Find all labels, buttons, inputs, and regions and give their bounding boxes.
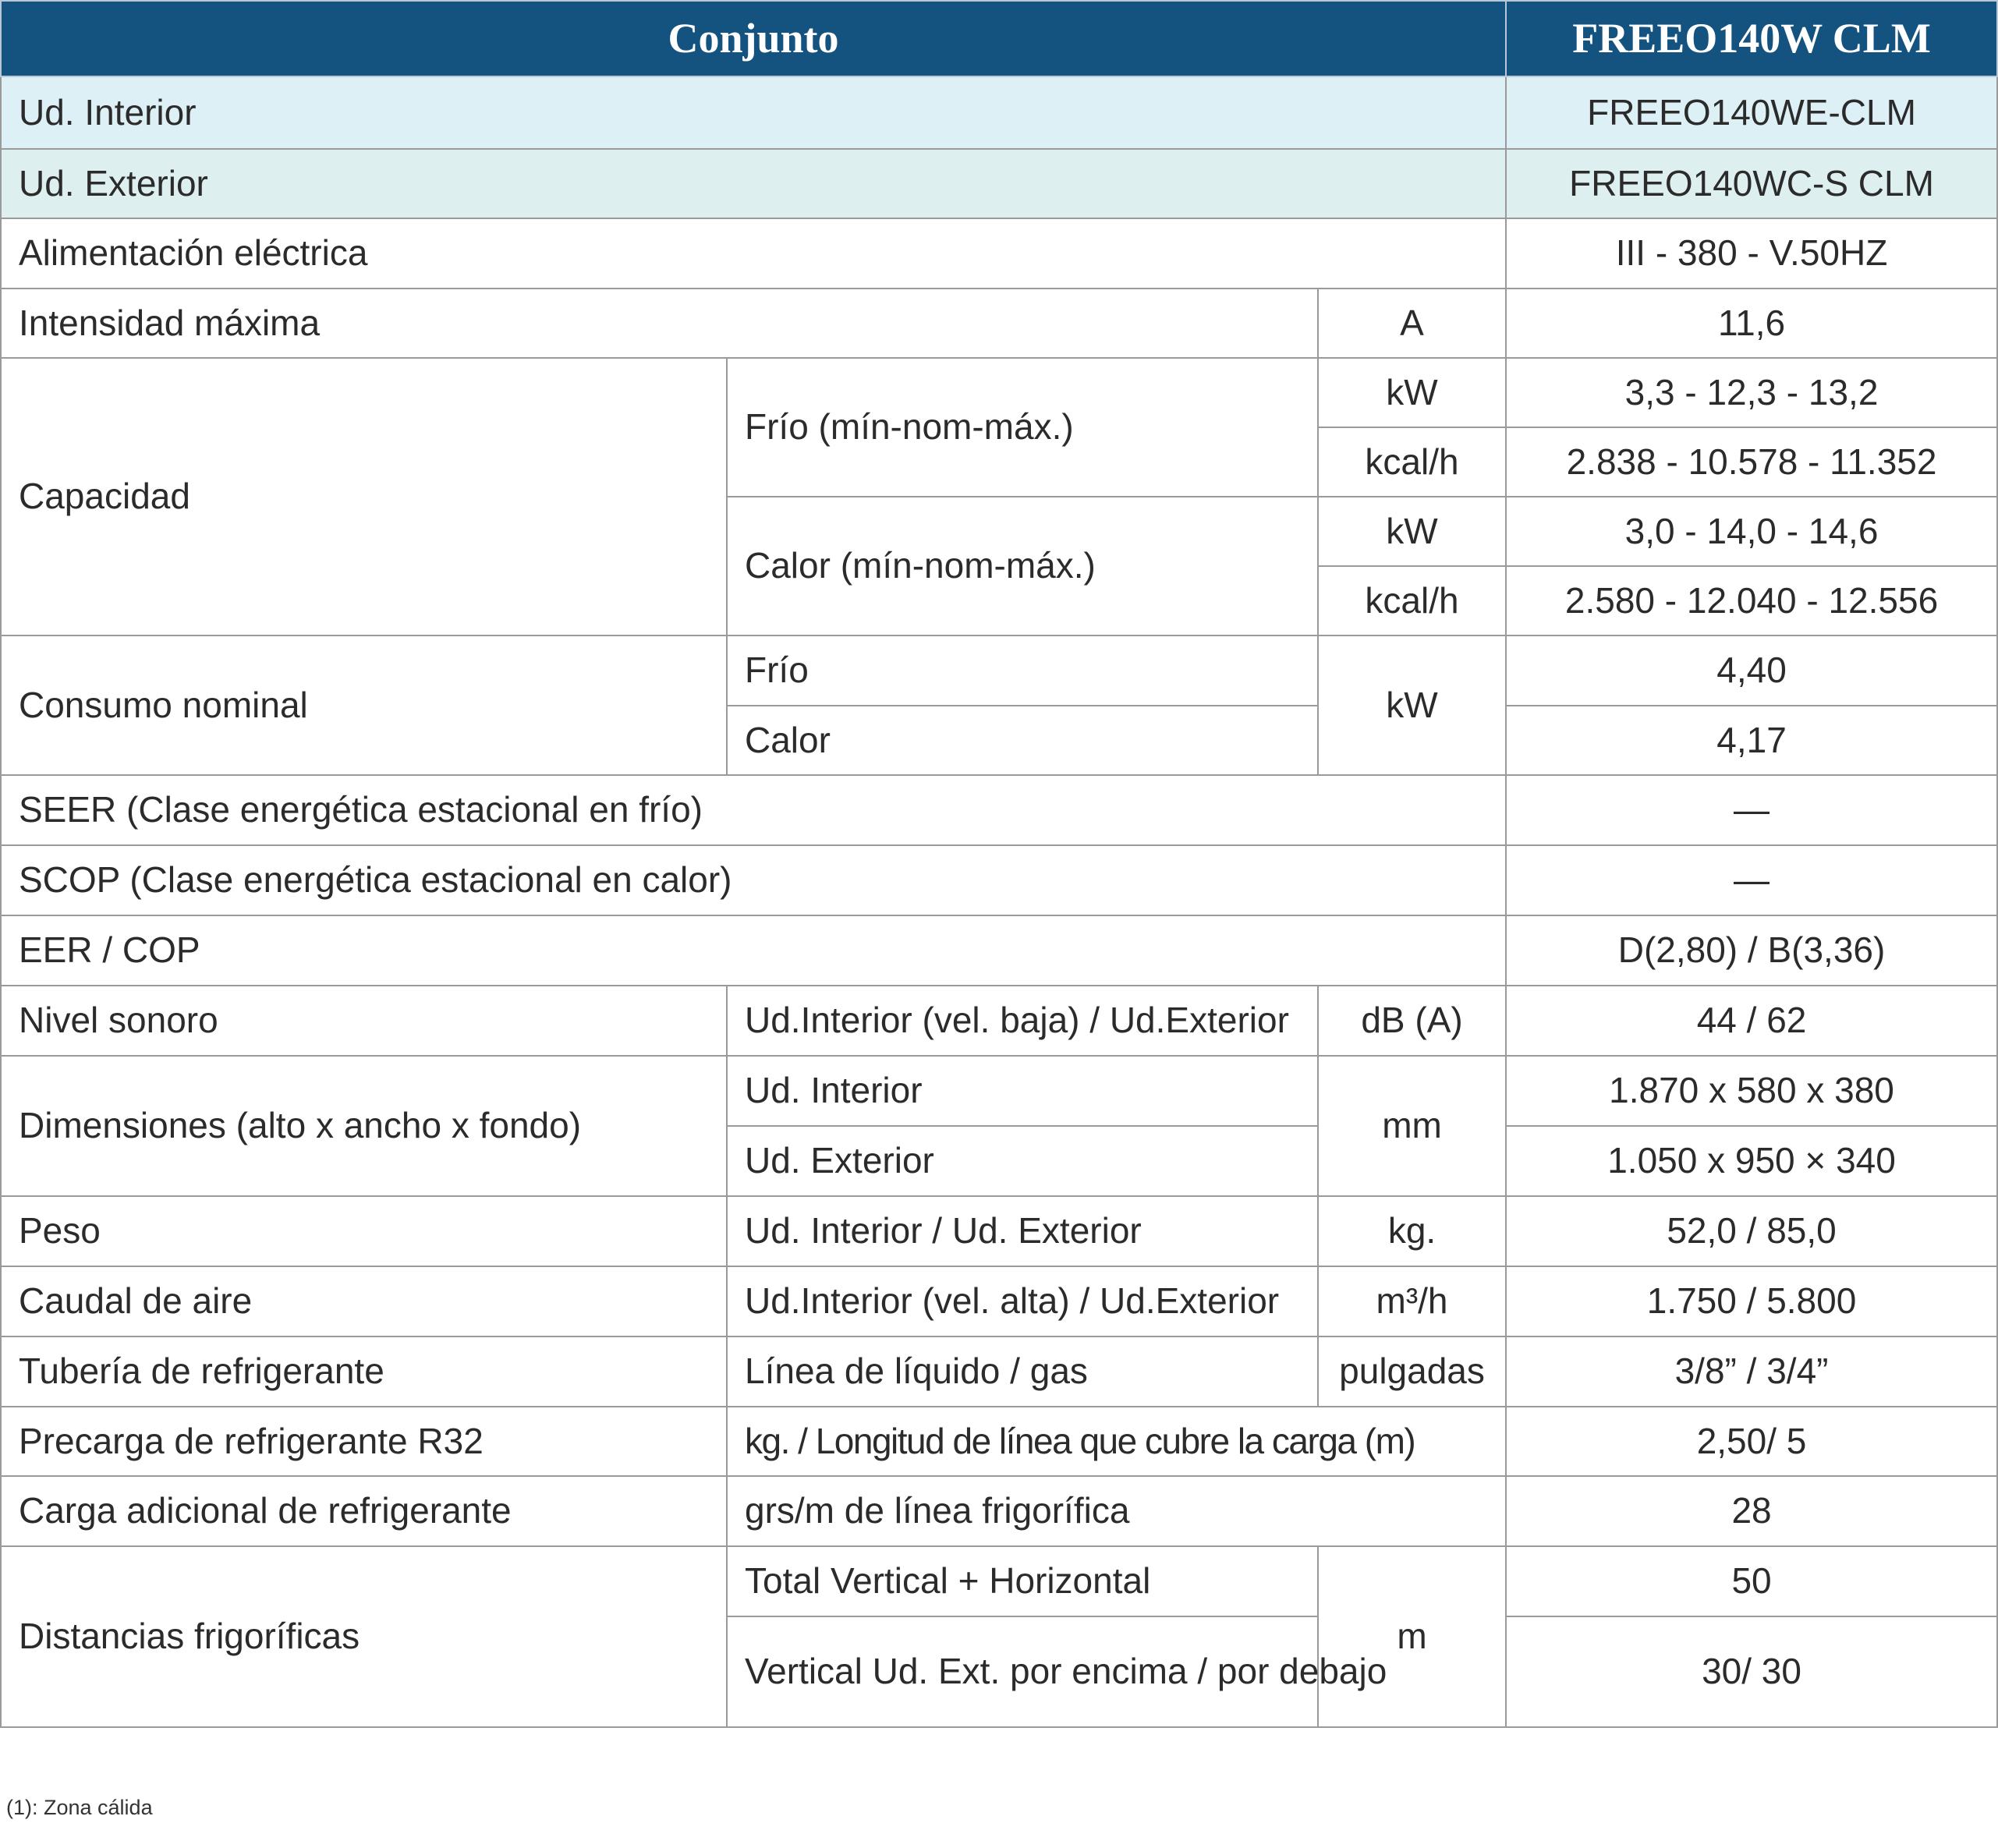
capacity-label: Capacidad [1,358,727,635]
capacity-heating-kcal-unit: kcal/h [1318,566,1506,635]
airflow-row [1,1266,1997,1336]
eer-cop-label: EER / COP [1,915,1506,986]
extra-charge-detail: grs/m de línea frigorífica [727,1476,1506,1546]
piping-detail: Línea de líquido / gas [727,1336,1318,1407]
capacity-cooling-label: Frío (mín-nom-máx.) [727,358,1318,497]
seer-value: — [1506,775,1997,845]
weight-unit: kg. [1318,1196,1506,1266]
distances-total-value: 50 [1506,1546,1997,1616]
capacity-cooling-kcal-unit: kcal/h [1318,427,1506,497]
piping-value: 3/8” / 3/4” [1506,1336,1997,1407]
airflow-detail: Ud.Interior (vel. alta) / Ud.Exterior [727,1266,1318,1336]
precharge-label: Precarga de refrigerante R32 [1,1407,727,1476]
scop-row [1,845,1997,915]
weight-row [1,1196,1997,1266]
capacity-cooling-kw-unit: kW [1318,358,1506,427]
max-current-label: Intensidad máxima [1,289,1318,358]
outdoor-unit-row [1,149,1997,218]
piping-label: Tubería de refrigerante [1,1336,727,1407]
header-row [1,1,1997,76]
outdoor-unit-value: FREEO140WC-S CLM [1506,149,1997,218]
distances-unit: m [1318,1546,1506,1727]
weight-value: 52,0 / 85,0 [1506,1196,1997,1266]
eer-cop-value: D(2,80) / B(3,36) [1506,915,1997,986]
noise-unit: dB (A) [1318,986,1506,1056]
indoor-unit-label: Ud. Interior [1,76,1506,149]
power-supply-label: Alimentación eléctrica [1,218,1506,289]
scop-label: SCOP (Clase energética estacional en calor) [1,845,1506,915]
weight-label: Peso [1,1196,727,1266]
eer-cop-row [1,915,1997,986]
distances-vertical-label: Vertical Ud. Ext. por encima / por debajo [727,1616,1318,1727]
airflow-label: Caudal de aire [1,1266,727,1336]
capacity-heating-kcal-value: 2.580 - 12.040 - 12.556 [1506,566,1997,635]
consumption-cooling-value: 4,40 [1506,635,1997,706]
noise-detail: Ud.Interior (vel. baja) / Ud.Exterior [727,986,1318,1056]
distances-label: Distancias frigoríficas [1,1546,727,1727]
capacity-cooling-kw-row [1,358,1997,427]
capacity-heating-kw-value: 3,0 - 14,0 - 14,6 [1506,497,1997,566]
power-supply-row [1,218,1997,289]
dimensions-label: Dimensiones (alto x ancho x fondo) [1,1056,727,1196]
piping-row [1,1336,1997,1407]
power-supply-value: III - 380 - V.50HZ [1506,218,1997,289]
seer-row [1,775,1997,845]
scop-value: — [1506,845,1997,915]
distances-total-label: Total Vertical + Horizontal [727,1546,1318,1616]
extra-charge-label: Carga adicional de refrigerante [1,1476,727,1546]
indoor-unit-row [1,76,1997,149]
consumption-cooling-row [1,635,1997,706]
noise-value: 44 / 62 [1506,986,1997,1056]
extra-charge-value: 28 [1506,1476,1997,1546]
airflow-value: 1.750 / 5.800 [1506,1266,1997,1336]
weight-detail: Ud. Interior / Ud. Exterior [727,1196,1318,1266]
extra-charge-row [1,1476,1997,1546]
capacity-cooling-kw-value: 3,3 - 12,3 - 13,2 [1506,358,1997,427]
consumption-label: Consumo nominal [1,635,727,775]
consumption-unit: kW [1318,635,1506,775]
indoor-unit-value: FREEO140WE-CLM [1506,76,1997,149]
airflow-unit: m³/h [1318,1266,1506,1336]
header-conjunto: Conjunto [1,1,1506,76]
piping-unit: pulgadas [1318,1336,1506,1407]
dimensions-indoor-value: 1.870 x 580 x 380 [1506,1056,1997,1126]
footnote: (1): Zona cálida [6,1796,153,1819]
consumption-cooling-label: Frío [727,635,1318,706]
noise-label: Nivel sonoro [1,986,727,1056]
max-current-value: 11,6 [1506,289,1997,358]
noise-row [1,986,1997,1056]
seer-label: SEER (Clase energética estacional en frío) [1,775,1506,845]
capacity-cooling-kcal-value: 2.838 - 10.578 - 11.352 [1506,427,1997,497]
outdoor-unit-label: Ud. Exterior [1,149,1506,218]
dimensions-unit: mm [1318,1056,1506,1196]
dimensions-indoor-row [1,1056,1997,1126]
max-current-row [1,289,1997,358]
capacity-heating-kw-unit: kW [1318,497,1506,566]
capacity-heating-label: Calor (mín-nom-máx.) [727,497,1318,635]
dimensions-outdoor-value: 1.050 x 950 × 340 [1506,1126,1997,1196]
distances-total-row [1,1546,1997,1616]
header-model: FREEO140W CLM [1506,1,1997,76]
precharge-detail: kg. / Longitud de línea que cubre la carga (m) [727,1407,1506,1476]
precharge-value: 2,50/ 5 [1506,1407,1997,1476]
dimensions-outdoor-label: Ud. Exterior [727,1126,1318,1196]
max-current-unit: A [1318,289,1506,358]
consumption-heating-label: Calor [727,706,1318,775]
dimensions-indoor-label: Ud. Interior [727,1056,1318,1126]
distances-vertical-value: 30/ 30 [1506,1616,1997,1727]
precharge-row [1,1407,1997,1476]
consumption-heating-value: 4,17 [1506,706,1997,775]
